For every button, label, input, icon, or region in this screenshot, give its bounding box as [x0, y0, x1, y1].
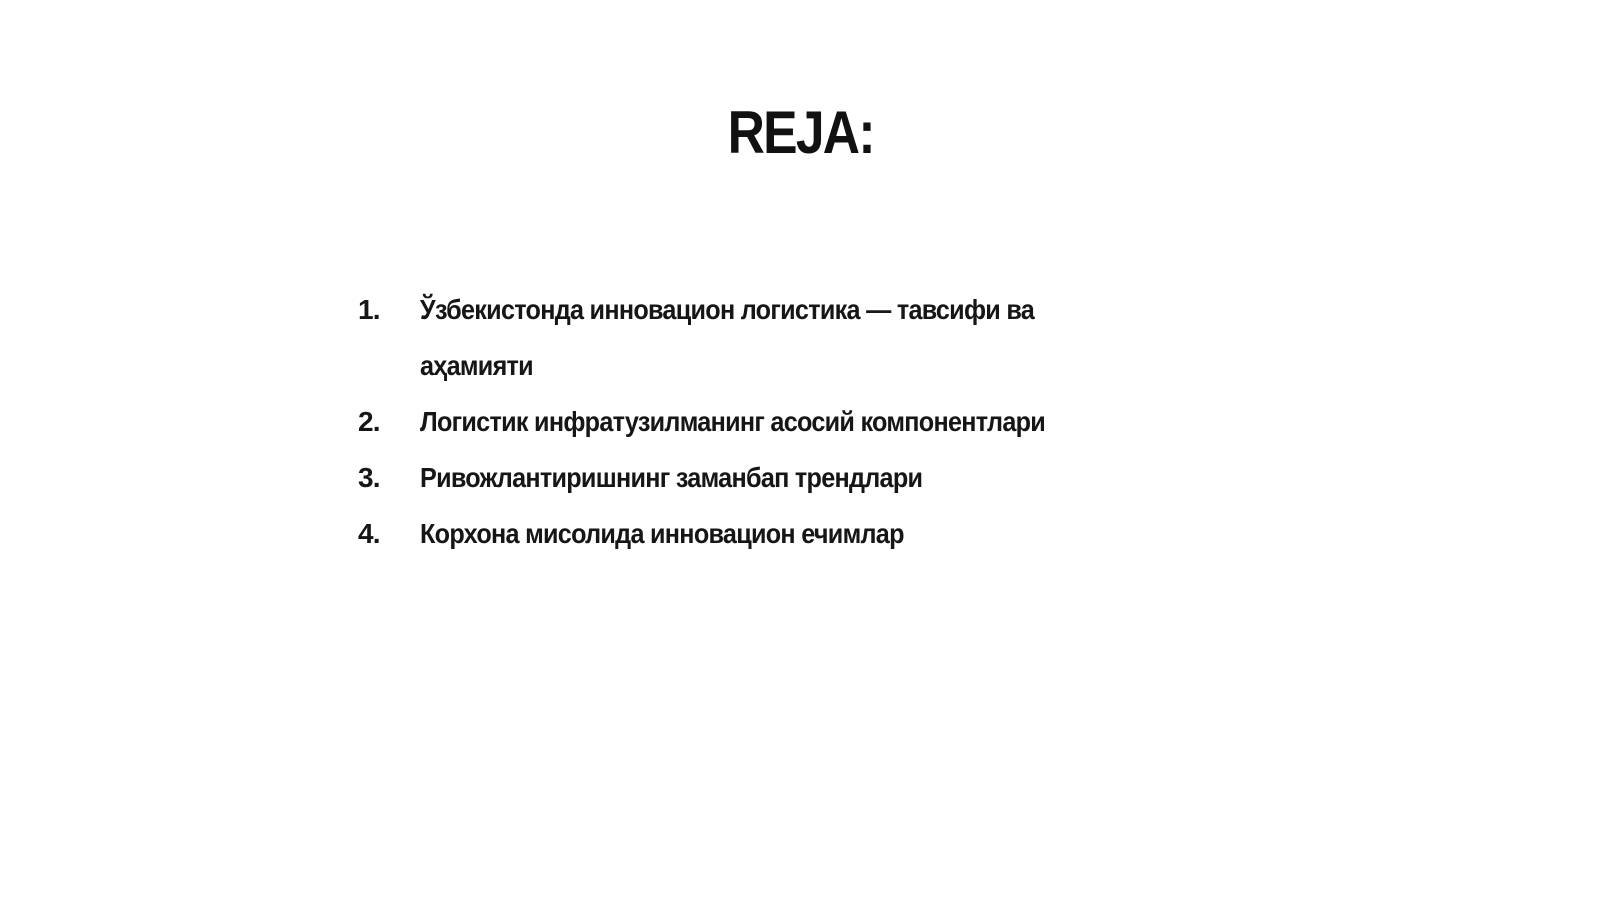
plan-list	[358, 282, 1118, 562]
list-item	[358, 282, 1118, 394]
list-item-number: 1.	[358, 294, 380, 325]
list-item-text: Логистик инфратузилманинг асосий компонентлари	[420, 406, 1046, 437]
list-item-number: 4.	[358, 518, 380, 549]
list-item-text: Ривожлантиришнинг заманбап трендлари	[420, 462, 923, 493]
slide-title: REJA:	[727, 99, 874, 166]
list-item	[358, 394, 1118, 450]
list-item	[358, 506, 1118, 562]
list-item-number: 3.	[358, 462, 380, 493]
list-item-text: Ўзбекистонда инновацион логистика — тавсифи ва аҳамияти	[420, 294, 1035, 381]
list-item	[358, 450, 1118, 506]
list-item-text: Корхона мисолида инновацион ечимлар	[420, 518, 904, 549]
list-item-number: 2.	[358, 406, 380, 437]
